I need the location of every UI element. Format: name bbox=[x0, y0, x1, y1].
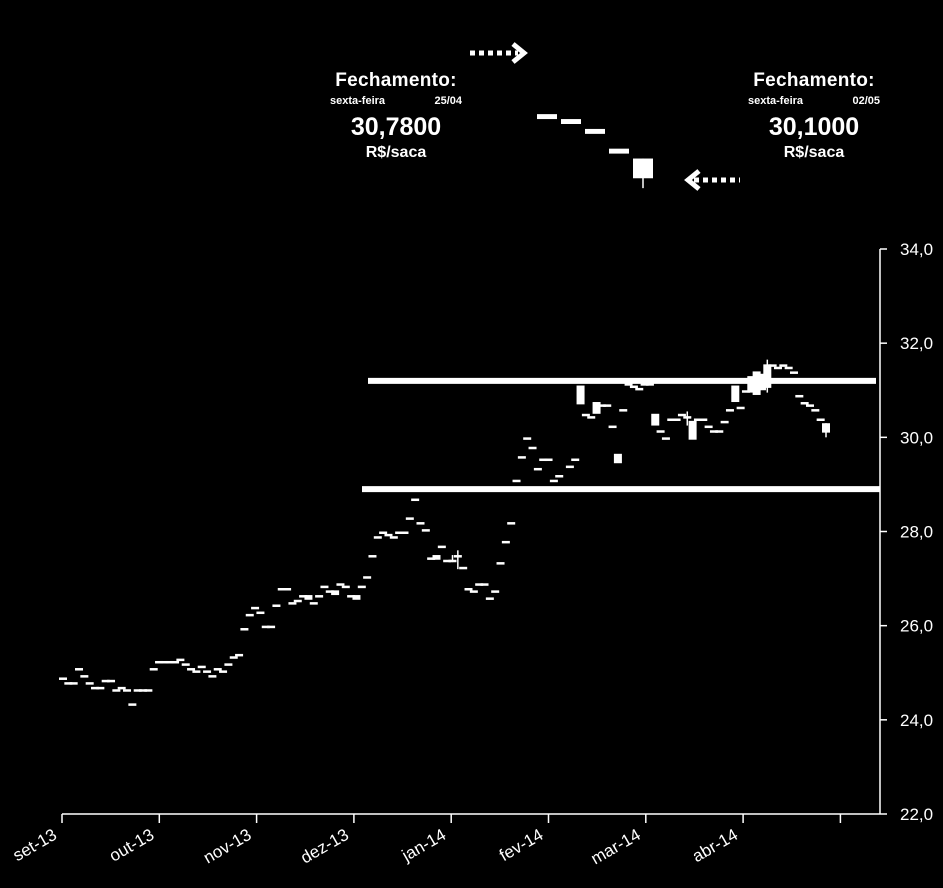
candle-body bbox=[75, 668, 83, 671]
candle-body bbox=[384, 534, 392, 537]
x-tick-label: nov-13 bbox=[200, 825, 255, 868]
candle-body bbox=[107, 680, 115, 683]
candle-body bbox=[651, 414, 659, 426]
candle-body bbox=[272, 604, 280, 607]
candle-body bbox=[774, 367, 782, 370]
candle-body bbox=[171, 661, 179, 664]
x-tick-label: abr-14 bbox=[689, 825, 742, 867]
candle-body bbox=[118, 687, 126, 690]
y-tick-label: 28,0 bbox=[900, 522, 934, 542]
candle-body bbox=[150, 668, 158, 671]
candle-body bbox=[625, 383, 633, 386]
candle-body bbox=[240, 628, 248, 631]
candle-body bbox=[603, 404, 611, 407]
candle-body bbox=[192, 670, 200, 673]
candle-body bbox=[630, 386, 638, 389]
closing-weekday: sexta-feira bbox=[330, 95, 386, 107]
candle-body bbox=[363, 576, 371, 579]
candle-body bbox=[390, 536, 398, 539]
closing-unit: R$/saca bbox=[783, 144, 845, 161]
candle-body bbox=[635, 388, 643, 391]
candle-body bbox=[737, 407, 745, 410]
closing-price: 30,7800 bbox=[350, 113, 442, 141]
candle-body bbox=[795, 395, 803, 398]
candle-body bbox=[352, 595, 360, 600]
candle-body bbox=[822, 423, 830, 432]
axes bbox=[10, 240, 934, 868]
x-tick-label: mar-14 bbox=[587, 825, 644, 869]
candle-body bbox=[662, 437, 670, 440]
closing-weekday: sexta-feira bbox=[748, 95, 804, 107]
y-tick-label: 30,0 bbox=[900, 428, 934, 448]
candle-body bbox=[230, 656, 238, 659]
candle-body bbox=[283, 588, 291, 591]
closing-price: 30,1000 bbox=[768, 113, 860, 141]
closing-date-row bbox=[330, 95, 462, 107]
candle-body bbox=[502, 541, 510, 544]
candle-body bbox=[566, 466, 574, 469]
candle-body bbox=[182, 663, 190, 666]
closing-label: Fechamento: bbox=[335, 70, 457, 91]
zoom-candles bbox=[537, 114, 653, 188]
y-tick-label: 34,0 bbox=[900, 240, 934, 259]
zoom-candle-body bbox=[537, 114, 557, 119]
candle-body bbox=[545, 459, 553, 462]
closing-date-row bbox=[748, 95, 880, 107]
candle-body bbox=[721, 421, 729, 424]
candle-body bbox=[657, 430, 665, 433]
candle-body bbox=[763, 364, 771, 388]
zoom-candle-body bbox=[561, 119, 581, 124]
candle-body bbox=[491, 590, 499, 593]
candle-body bbox=[561, 487, 569, 490]
zoom-candle-body bbox=[585, 129, 605, 134]
candle-body bbox=[518, 456, 526, 459]
candle-body bbox=[70, 682, 78, 685]
candle-body bbox=[811, 409, 819, 412]
candle-body bbox=[779, 364, 787, 367]
y-tick-label: 22,0 bbox=[900, 805, 934, 824]
candle-body bbox=[112, 689, 120, 692]
candle-body bbox=[470, 590, 478, 593]
candle-body bbox=[288, 602, 296, 605]
candle-body bbox=[304, 595, 312, 600]
candle-body bbox=[416, 522, 424, 525]
closing-date: 02/05 bbox=[852, 95, 880, 107]
candle-body bbox=[577, 386, 585, 405]
candle-body bbox=[80, 675, 88, 678]
candle-body bbox=[208, 675, 216, 678]
x-tick-label: dez-13 bbox=[297, 825, 352, 868]
candle-body bbox=[214, 668, 222, 671]
candle-body bbox=[203, 670, 211, 673]
y-tick-label: 26,0 bbox=[900, 616, 934, 636]
candle-body bbox=[86, 682, 94, 685]
candle-body bbox=[481, 583, 489, 586]
candle-body bbox=[432, 555, 440, 560]
candle-body bbox=[454, 555, 462, 558]
candle-body bbox=[571, 459, 579, 462]
candle-body bbox=[785, 367, 793, 370]
candle-body bbox=[555, 475, 563, 478]
y-tick-label: 32,0 bbox=[900, 334, 934, 354]
x-tick-label: out-13 bbox=[106, 825, 158, 866]
candle-body bbox=[678, 414, 686, 417]
candle-body bbox=[513, 480, 521, 483]
candle-body bbox=[449, 560, 457, 563]
candle-body bbox=[59, 677, 67, 680]
candle-body bbox=[529, 447, 537, 450]
candle-body bbox=[817, 419, 825, 422]
candle-body bbox=[368, 555, 376, 558]
candle-body bbox=[406, 517, 414, 520]
candle-body bbox=[673, 419, 681, 422]
x-tick-label: jan-14 bbox=[398, 825, 450, 866]
candle-body bbox=[128, 703, 136, 706]
candle-body bbox=[379, 532, 387, 535]
closing-info-left bbox=[330, 70, 462, 162]
candle-body bbox=[806, 404, 814, 407]
candle-body bbox=[550, 480, 558, 483]
candle-body bbox=[801, 402, 809, 405]
candle-body bbox=[235, 654, 243, 657]
candle-body bbox=[619, 409, 627, 412]
candle-body bbox=[438, 546, 446, 549]
candle-body bbox=[582, 414, 590, 417]
candle-body bbox=[246, 614, 254, 617]
arrow-left-icon bbox=[680, 167, 744, 193]
candle-body bbox=[646, 383, 654, 386]
arrow-right-icon bbox=[468, 40, 532, 66]
candle-body bbox=[593, 402, 601, 414]
candle-body bbox=[144, 689, 152, 692]
zoom-candle-body bbox=[633, 159, 653, 179]
y-tick-label: 24,0 bbox=[900, 710, 934, 730]
closing-info-right bbox=[748, 70, 880, 162]
candle-body bbox=[198, 666, 206, 669]
candle-body bbox=[96, 687, 104, 690]
x-tick-label: set-13 bbox=[9, 825, 60, 866]
candle-body bbox=[256, 612, 264, 615]
candle-body bbox=[614, 454, 622, 463]
candle-body bbox=[699, 419, 707, 422]
candle-body bbox=[176, 659, 184, 662]
candle-body bbox=[769, 364, 777, 367]
candle-body bbox=[705, 426, 713, 429]
candle-body bbox=[683, 416, 691, 419]
candle-body bbox=[267, 626, 275, 629]
closing-date: 25/04 bbox=[434, 95, 462, 107]
candle-body bbox=[315, 595, 323, 598]
candle-body bbox=[320, 586, 328, 589]
candle-body bbox=[523, 437, 531, 440]
candle-body bbox=[374, 536, 382, 539]
candle-body bbox=[358, 586, 366, 589]
candle-body bbox=[497, 562, 505, 565]
candle-body bbox=[310, 602, 318, 605]
candle-body bbox=[459, 567, 467, 570]
candle-body bbox=[219, 670, 227, 673]
candle-body bbox=[422, 529, 430, 532]
closing-label: Fechamento: bbox=[753, 70, 875, 91]
candle-body bbox=[689, 421, 697, 440]
candle-body bbox=[731, 386, 739, 402]
candle-body bbox=[342, 586, 350, 589]
candlestick-series bbox=[59, 360, 830, 706]
x-tick-label: fev-14 bbox=[496, 825, 547, 866]
candle-body bbox=[465, 588, 473, 591]
candle-body bbox=[790, 371, 798, 374]
candle-body bbox=[534, 468, 542, 471]
zoom-candle-body bbox=[609, 149, 629, 154]
candle-body bbox=[123, 689, 131, 692]
candle-body bbox=[187, 668, 195, 671]
candle-body bbox=[400, 532, 408, 535]
candle-body bbox=[486, 597, 494, 600]
candle-body bbox=[587, 416, 595, 419]
candle-body bbox=[715, 430, 723, 433]
candle-body bbox=[507, 522, 515, 525]
candle-body bbox=[331, 590, 339, 595]
candle-body bbox=[224, 663, 232, 666]
candle-body bbox=[336, 583, 344, 586]
candle-body bbox=[411, 499, 419, 502]
closing-unit: R$/saca bbox=[365, 144, 427, 161]
candle-body bbox=[609, 426, 617, 429]
candle-body bbox=[726, 409, 734, 412]
candle-body bbox=[294, 600, 302, 603]
candle-body bbox=[251, 607, 259, 610]
